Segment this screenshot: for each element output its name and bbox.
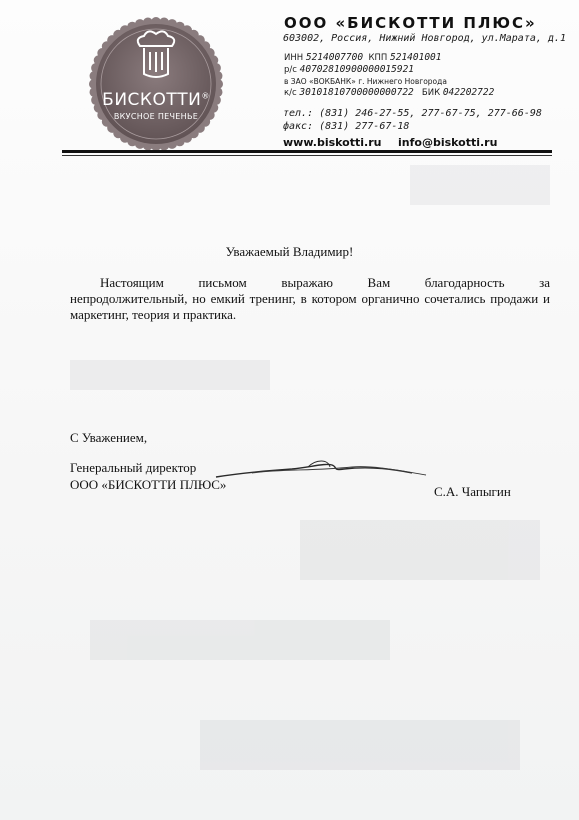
signer-name: С.А. Чапыгин [434, 484, 511, 499]
letter-body-line1: Настоящим письмом выражаю Вам благодарность за [100, 275, 550, 290]
inn-value: 5214007700 [305, 52, 364, 63]
salutation: Уважаемый Владимир! [225, 244, 354, 259]
handwritten-signature [212, 455, 432, 491]
phone-line: тел.: (831) 246-27-55, 277-67-75, 277-66-98 [283, 108, 542, 119]
website-link[interactable]: www.biskotti.ru [283, 136, 382, 149]
email-link[interactable]: info@biskotti.ru [398, 136, 498, 149]
logo-seal-icon [88, 16, 224, 152]
ks-bik-row: к/с 30101810700000000722 БИК 042202722 [284, 87, 495, 98]
company-address: 603002, Россия, Нижний Новгород, ул.Марата, д.1 [283, 33, 566, 44]
company-name: ООО «БИСКОТТИ ПЛЮС» [284, 14, 537, 32]
signature-block [70, 459, 226, 493]
header-divider-thick [62, 150, 552, 153]
bank-row: в ЗАО «ВОКБАНК» г. Нижнего Новгорода [284, 77, 447, 86]
letter-body [70, 275, 550, 323]
logo-brand: БИСКОТТИ® [102, 90, 210, 110]
company-logo [88, 16, 224, 152]
letter-body-rest: непродолжительный, но емкий тренинг, в котором органично сочетались продажи и маркетинг, теория и практика. [70, 291, 550, 322]
inn-kpp-row: ИНН 5214007700 КПП 521401001 [284, 52, 442, 63]
header-divider-thin [62, 155, 552, 156]
fax-line: факс: (831) 277-67-18 [283, 121, 410, 132]
closing: С Уважением, [70, 430, 148, 445]
kpp-value: 521401001 [390, 52, 442, 63]
logo-tagline: ВКУСНОЕ ПЕЧЕНЬЕ [113, 112, 199, 121]
director-org: ООО «БИСКОТТИ ПЛЮС» [70, 477, 227, 492]
director-title: Генеральный директор [70, 460, 197, 475]
ks-value: 30101810700000000722 [299, 87, 414, 98]
bik-value: 042202722 [442, 87, 495, 98]
rs-value: 40702810900000015921 [299, 64, 415, 75]
rs-row: р/с 40702810900000015921 [284, 64, 415, 75]
